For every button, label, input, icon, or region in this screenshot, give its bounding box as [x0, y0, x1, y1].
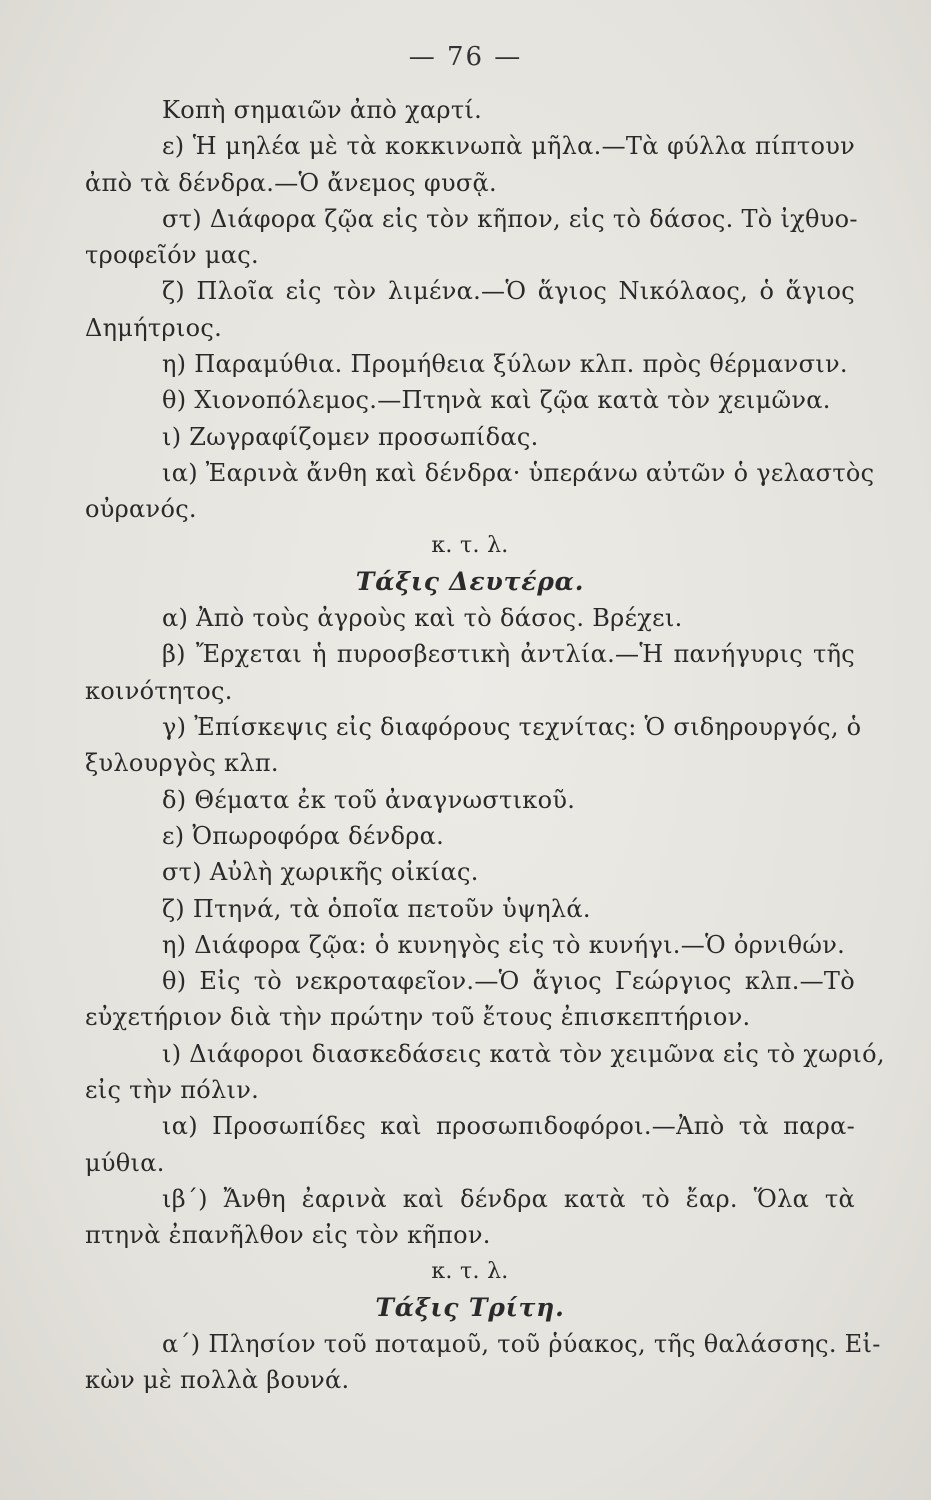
text-line: θ) Εἰς τὸ νεκροταφεῖον.—Ὁ ἅγιος Γεώργιος κλπ.—Τὸ	[162, 967, 855, 996]
text-line: ε) Ἡ μηλέα μὲ τὰ κοκκινωπὰ μῆλα.—Τὰ φύλλα πίπτουν	[162, 132, 855, 161]
text-line: ιβ΄) Ἄνθη ἐαρινὰ καὶ δένδρα κατὰ τὸ ἔαρ. Ὅλα τὰ	[162, 1184, 855, 1213]
text-line: ι) Διάφοροι διασκεδάσεις κατὰ τὸν χειμῶνα εἰς τὸ χωριό,	[162, 1039, 885, 1068]
text-line: α) Ἀπὸ τοὺς ἀγροὺς καὶ τὸ δάσος. Βρέχει.	[162, 604, 683, 633]
text-line: ζ) Πλοῖα εἰς τὸν λιμένα.—Ὁ ἅγιος Νικόλαος, ὁ ἅγιος	[162, 277, 855, 306]
text-line: στ) Διάφορα ζῷα εἰς τὸν κῆπον, εἰς τὸ δάσος. Τὸ ἰχθυο-	[162, 204, 858, 233]
text-line: ε) Ὀπωροφόρα δένδρα.	[162, 821, 445, 850]
body-text	[85, 92, 885, 1399]
text-line: ια) Προσωπίδες καὶ προσωπιδοφόροι.—Ἀπὸ τὰ παρα-	[162, 1112, 855, 1141]
text-line: η) Παραμύθια. Προμήθεια ξύλων κλπ. πρὸς θέρμανσιν.	[162, 350, 848, 379]
text-line: η) Διάφορα ζῷα: ὁ κυνηγὸς εἰς τὸ κυνήγι.—Ὁ ὀρνιθών.	[162, 930, 846, 959]
etc-marker: κ. τ. λ.	[431, 532, 509, 558]
text-line: ια) Ἐαρινὰ ἄνθη καὶ δένδρα· ὑπεράνω αὐτῶν ὁ γελαστὸς	[162, 458, 875, 487]
text-line: εἰς τὴν πόλιν.	[85, 1076, 260, 1105]
section-heading: Τάξις Τρίτη.	[375, 1292, 565, 1322]
text-line: ἀπὸ τὰ δένδρα.—Ὁ ἄνεμος φυσᾷ.	[85, 168, 497, 197]
text-line: στ) Αὐλὴ χωρικῆς οἰκίας.	[162, 858, 479, 887]
text-line: κοινότητος.	[85, 676, 233, 705]
text-line: εὐχετήριον διὰ τὴν πρώτην τοῦ ἔτους ἐπισκεπτήριον.	[85, 1003, 751, 1032]
text-line: δ) Θέματα ἐκ τοῦ ἀναγνωστικοῦ.	[162, 785, 576, 814]
section-heading: Τάξις Δευτέρα.	[355, 566, 585, 596]
etc-marker: κ. τ. λ.	[431, 1258, 509, 1284]
text-line: ι) Ζωγραφίζομεν προσωπίδας.	[162, 422, 539, 451]
text-line: α΄) Πλησίον τοῦ ποταμοῦ, τοῦ ῥύακος, τῆς θαλάσσης. Εἰ-	[162, 1330, 881, 1359]
page-number: — 76 —	[408, 42, 523, 72]
text-line: ξυλουργὸς κλπ.	[85, 749, 279, 778]
text-line: β) Ἔρχεται ἡ πυροσβεστικὴ ἀντλία.—Ἡ πανήγυρις τῆς	[162, 640, 855, 669]
text-line: ζ) Πτηνά, τὰ ὁποῖα πετοῦν ὑψηλά.	[162, 894, 591, 923]
text-line: γ) Ἐπίσκεψις εἰς διαφόρους τεχνίτας: Ὁ σιδηρουργός, ὁ	[162, 713, 862, 742]
text-line: οὐρανός.	[85, 495, 197, 524]
text-line: Κοπὴ σημαιῶν ἀπὸ χαρτί.	[162, 96, 483, 124]
text-line: θ) Χιονοπόλεμος.—Πτηνὰ καὶ ζῷα κατὰ τὸν χειμῶνα.	[162, 386, 831, 415]
text-line: πτηνὰ ἐπανῆλθον εἰς τὸν κῆπον.	[85, 1221, 491, 1250]
text-line: Δημήτριος.	[85, 313, 223, 342]
text-line: τροφεῖόν μας.	[85, 241, 259, 270]
text-line: κὼν μὲ πολλὰ βουνά.	[85, 1366, 350, 1395]
text-line: μύθια.	[85, 1148, 165, 1177]
